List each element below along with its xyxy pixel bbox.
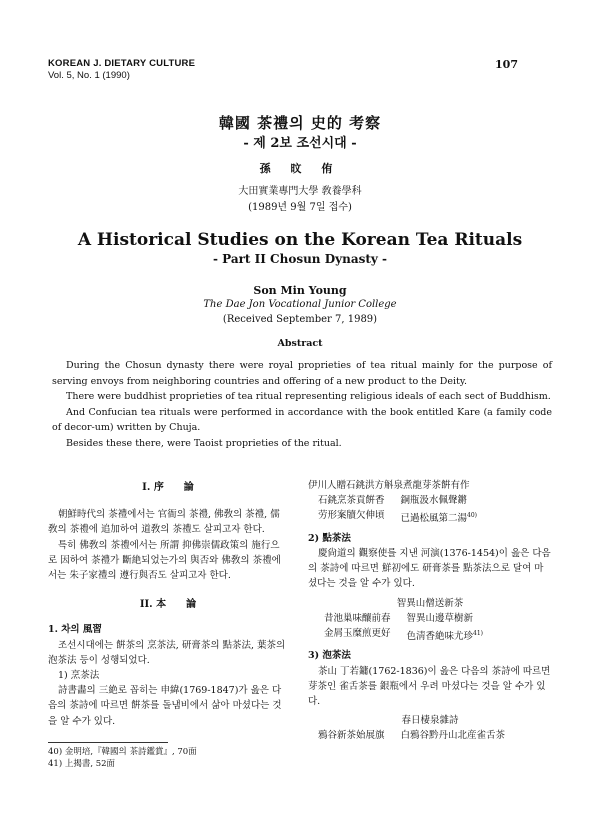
footnote-rule: [48, 742, 168, 743]
poem-verse: 石銚烹茶貢餠香: [318, 495, 385, 507]
poem-verse: 昔池巢味釀前春: [324, 612, 391, 624]
abstract-paragraph: Besides these there, were Taoist proprieties of the ritual.: [66, 437, 342, 449]
footnotes: [48, 746, 197, 770]
journal-volume: Vol. 5, No. 1 (1990): [48, 70, 130, 81]
intro-paragraph: 특히 佛敎의 茶禮에서는 所謂 抑佛崇儒政策의 施行으로 因하여 茶禮가 斷絶되었는가의 與否와 佛敎의 茶禮에서는 朱子家禮의 遵行與否도 살피고자 한다.: [48, 539, 281, 582]
poem-verse: 已過松風第二湯: [400, 513, 468, 525]
footnote: 40) 金明培,『韓國의 茶詩鑑賞』, 70面: [48, 747, 197, 757]
poem-verse: 金屑玉糜煎更好: [324, 627, 391, 639]
body-paragraph: 조선시대에는 餠茶의 烹茶法, 研膏茶의 點茶法, 葉茶의 泡茶法 등이 성행되었다.: [48, 639, 286, 666]
korean-received-date: (1989년 9월 7일 접수): [248, 202, 352, 213]
poem-title: 伊川人贈石銚洪方斛泉煮龍芽茶餠有作: [308, 480, 470, 491]
poem-verse: 鴉谷新茶始展旗: [318, 730, 385, 742]
english-subtitle: - Part II Chosun Dynasty -: [212, 252, 388, 266]
right-column: [308, 478, 552, 744]
poem-verse: 銅瓶汲水佩聲鏘: [400, 495, 468, 507]
journal-name: KOREAN J. DIETARY CULTURE: [48, 58, 196, 69]
poem-verse: 色淸香絶味尤珍: [406, 631, 474, 643]
subsection-heading: 1. 차의 風習: [48, 624, 102, 636]
abstract-paragraph: During the Chosun dynasty there were royal proprieties of tea ritual mainly for the purpose of serving envoys from neighboring countries and offering of a new product to the Deity.: [52, 360, 552, 387]
korean-author: 孫 旼 侑: [259, 162, 341, 175]
body-paragraph: 詩書畵의 三絶로 꼽히는 申緯(1769-1847)가 읊은 다음의 茶詩에 따르면 餠茶를 돌냄비에서 삶아 마셨다는 것을 알 수가 있다.: [48, 685, 282, 727]
footnote-marker: 41): [473, 629, 484, 637]
english-affiliation: The Dae Jon Vocational Junior College: [203, 299, 397, 310]
abstract-paragraph: There were buddhist proprieties of tea ritual representing religious ideals of each sect of Buddhism.: [66, 391, 551, 402]
poem-line: [308, 508, 552, 526]
section-heading-body: II. 本 論: [139, 599, 197, 611]
poem-line: [308, 493, 552, 508]
korean-subtitle: - 제 2보 조선시대 -: [243, 136, 357, 151]
poem-title: 春日棲泉雜詩: [401, 715, 459, 727]
page-number: 107: [495, 58, 518, 71]
footnote-marker: 40): [467, 512, 478, 520]
korean-title: 韓國 茶禮의 史的 考察: [218, 114, 382, 132]
subsection-heading: 3) 泡茶法: [308, 650, 351, 662]
poem-line: [308, 626, 552, 644]
english-title: A Historical Studies on the Korean Tea Rituals: [77, 230, 523, 250]
english-author: Son Min Young: [253, 284, 347, 297]
abstract-body: [52, 358, 552, 451]
section-heading-intro: I. 序 論: [142, 482, 194, 493]
left-column: [48, 480, 288, 729]
footnote: 41) 上揭書, 52面: [48, 759, 116, 769]
korean-affiliation: 大田實業專門大學 敎養學科: [238, 186, 362, 197]
subsection-heading: 1) 烹茶法: [58, 670, 100, 682]
body-paragraph: 慶尙道의 觀察使를 지낸 河演(1376-1454)이 읊은 다음의 茶詩에 따르면 鮮初에도 研膏茶를 點茶法으로 달여 마셨다는 것을 알 수가 있다.: [308, 547, 551, 590]
poem-title: 智異山僧送新茶: [396, 597, 464, 609]
poem-verse: 劳形案牘欠伸頃: [318, 510, 385, 522]
poem-verse: 白鴉谷黔丹山北産雀舌茶: [400, 730, 506, 742]
english-received-date: (Received September 7, 1989): [222, 314, 378, 325]
body-paragraph: 茶山 丁若鏞(1762-1836)이 읊은 다음의 茶詩에 따르면 芽茶인 雀舌茶를 銀瓶에서 우려 마셨다는 것을 알 수가 있다.: [308, 665, 551, 707]
abstract-heading: Abstract: [277, 338, 323, 349]
abstract-paragraph: And Confucian tea rituals were performed in accordance with the book entitled Kare (a family code of decor-um) written by Chuja.: [52, 406, 552, 433]
running-header: [48, 58, 195, 82]
subsection-heading: 2) 點茶法: [308, 532, 351, 544]
intro-paragraph: 朝鮮時代의 茶禮에서는 官衙의 茶禮, 佛敎의 茶禮, 儒敎의 茶禮에 追加하여 道敎의 茶禮도 살피고자 한다.: [48, 509, 280, 536]
poem-verse: 智異山邊草樹新: [406, 612, 474, 624]
poem-line: [308, 611, 552, 626]
poem-line: [308, 728, 552, 743]
